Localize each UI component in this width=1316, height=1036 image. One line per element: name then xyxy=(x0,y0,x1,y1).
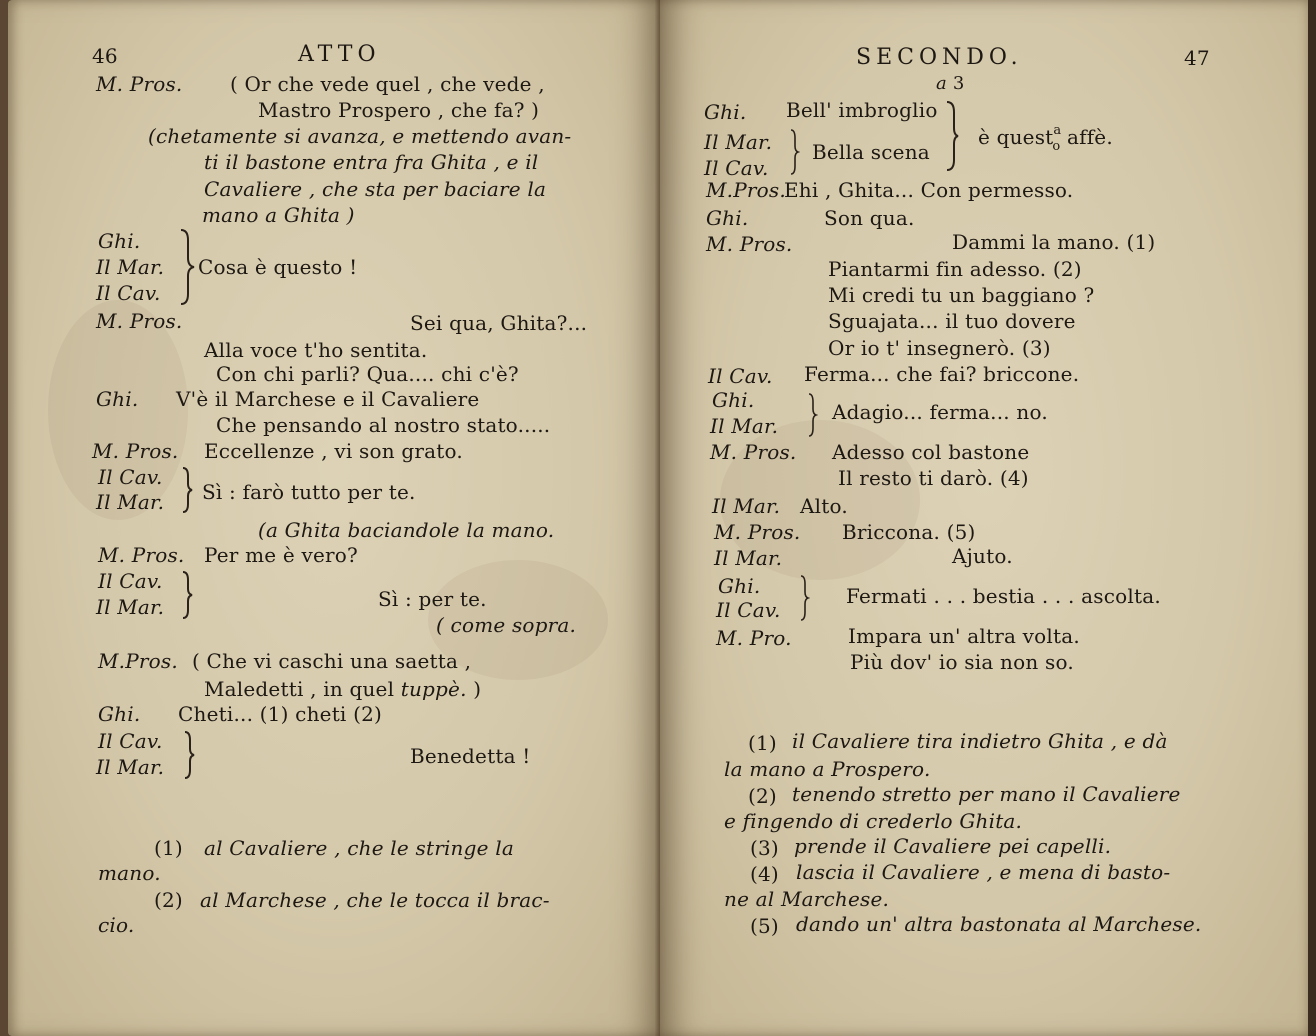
stage-direction: mano a Ghita ) xyxy=(202,203,355,227)
speaker: Ghi. xyxy=(712,388,755,412)
speaker: Ghi. xyxy=(98,702,141,726)
verse-line: Adesso col bastone xyxy=(832,440,1030,464)
footnote-text: mano. xyxy=(98,861,161,885)
speaker: Il Cav. xyxy=(98,569,163,593)
verse-line: Più dov' io sia non so. xyxy=(850,650,1074,674)
verse-line: Dammi la mano. (1) xyxy=(952,230,1156,254)
verse-line: Mastro Prospero , che fa? ) xyxy=(258,98,540,122)
speaker: Ghi. xyxy=(704,100,747,124)
speaker: Il Cav. xyxy=(708,364,773,388)
verse-line xyxy=(978,125,1113,153)
page-number: 46 xyxy=(92,44,118,68)
verse-line: Alla voce t'ho sentita. xyxy=(204,338,428,362)
verse-line: Bell' imbroglio xyxy=(786,98,938,122)
footnote-number: (1) xyxy=(748,731,777,755)
speaker: M. Pros. xyxy=(706,232,793,256)
verse-line: Per me è vero? xyxy=(204,543,358,567)
vowel-variant: a xyxy=(1053,123,1062,138)
left-page xyxy=(8,0,660,1036)
footnote-text: lascia il Cavaliere , e mena di basto- xyxy=(796,860,1171,884)
speaker: M. Pros. xyxy=(96,72,183,96)
speaker: Ghi. xyxy=(718,574,761,598)
stage-direction: Cavaliere , che sta per baciare la xyxy=(204,177,547,201)
footnote-number: (1) xyxy=(154,836,183,860)
verse-text: Maledetti , in quel xyxy=(204,677,395,701)
footnote-text: il Cavaliere tira indietro Ghita , e dà xyxy=(792,729,1168,753)
brace-icon xyxy=(182,730,196,780)
speaker: Ghi. xyxy=(96,387,139,411)
brace-icon xyxy=(178,228,196,306)
footnote-number: (3) xyxy=(750,836,779,860)
brace-icon xyxy=(944,100,960,172)
vowel-variant: o xyxy=(1052,139,1061,154)
brace-icon xyxy=(788,128,800,176)
verse-line: Son qua. xyxy=(824,206,915,230)
speaker: Il Mar. xyxy=(96,595,165,619)
speaker: M. Pro. xyxy=(716,626,792,650)
speaker: Il Cav. xyxy=(96,281,161,305)
footnote-number: (5) xyxy=(750,914,779,938)
verse-line: Ajuto. xyxy=(952,544,1013,568)
verse-line: Cosa è questo ! xyxy=(198,255,358,279)
verse-line xyxy=(204,677,481,701)
stage-direction: (chetamente si avanza, e mettendo avan- xyxy=(148,124,572,148)
brace-icon xyxy=(180,570,194,620)
speaker: Il Mar. xyxy=(96,490,165,514)
stage-direction: (a Ghita baciandole la mano. xyxy=(258,518,555,542)
book-edge-right xyxy=(1308,0,1316,1036)
verse-line: Con chi parli? Qua.... chi c'è? xyxy=(216,362,519,386)
speaker: M. Pros. xyxy=(96,309,183,333)
speaker: M.Pros. xyxy=(98,649,178,673)
footnote-text: e fingendo di crederlo Ghita. xyxy=(724,809,1023,833)
verse-text: ) xyxy=(473,677,482,701)
verse-line: Il resto ti darò. (4) xyxy=(838,466,1029,490)
speaker: Il Mar. xyxy=(714,546,783,570)
page-number: 47 xyxy=(1184,46,1210,70)
verse-line: Sì : farò tutto per te. xyxy=(202,480,416,504)
verse-text: tuppè. xyxy=(400,677,467,701)
speaker: Il Cav. xyxy=(98,465,163,489)
verse-line: Briccona. (5) xyxy=(842,520,976,544)
ensemble-marker-a: a xyxy=(936,73,947,94)
speaker: Il Mar. xyxy=(710,414,779,438)
verse-line: Ehi , Ghita... Con permesso. xyxy=(784,178,1074,202)
running-head: ATTO xyxy=(298,42,381,67)
footnote-number: (2) xyxy=(748,784,777,808)
running-head: SECONDO. xyxy=(856,45,1023,70)
verse-line: Sì : per te. xyxy=(378,587,487,611)
verse-line: Benedetta ! xyxy=(410,744,531,768)
ensemble-marker xyxy=(936,72,965,96)
speaker: M. Pros. xyxy=(714,520,801,544)
verse-line: V'è il Marchese e il Cavaliere xyxy=(176,387,480,411)
speaker: M.Pros. xyxy=(706,178,786,202)
verse-line: Cheti... (1) cheti (2) xyxy=(178,702,383,726)
verse-line: Mi credi tu un baggiano ? xyxy=(828,283,1095,307)
verse-line: Fermati . . . bestia . . . ascolta. xyxy=(846,584,1161,608)
footnote-text: tenendo stretto per mano il Cavaliere xyxy=(792,782,1181,806)
right-page xyxy=(660,0,1312,1036)
speaker: Il Mar. xyxy=(96,255,165,279)
footnote-text: la mano a Prospero. xyxy=(724,757,931,781)
verse-line: Che pensando al nostro stato..... xyxy=(216,413,551,437)
verse-line: Piantarmi fin adesso. (2) xyxy=(828,257,1082,281)
stage-direction: ( come sopra. xyxy=(436,613,577,637)
footnote-text: ne al Marchese. xyxy=(724,887,890,911)
speaker: M. Pros. xyxy=(92,439,179,463)
stage-direction: ti il bastone entra fra Ghita , e il xyxy=(204,150,539,174)
speaker: Il Mar. xyxy=(96,755,165,779)
footnote-text: al Cavaliere , che le stringe la xyxy=(204,836,514,860)
footnote-text: al Marchese , che le tocca il brac- xyxy=(200,888,550,912)
speaker: Il Cav. xyxy=(98,729,163,753)
verse-line: Sei qua, Ghita?... xyxy=(410,311,588,335)
speaker: Ghi. xyxy=(98,229,141,253)
verse-line: Impara un' altra volta. xyxy=(848,624,1080,648)
footnote-text: dando un' altra bastonata al Marchese. xyxy=(796,912,1202,936)
footnote-text: prende il Cavaliere pei capelli. xyxy=(794,834,1112,858)
speaker: M. Pros. xyxy=(710,440,797,464)
speaker: Ghi. xyxy=(706,206,749,230)
brace-icon xyxy=(798,574,810,622)
footnote-number: (2) xyxy=(154,888,183,912)
verse-line: ( Or che vede quel , che vede , xyxy=(230,72,545,96)
verse-text: è quest xyxy=(978,125,1054,149)
brace-icon xyxy=(806,392,818,438)
verse-line: Sguajata... il tuo dovere xyxy=(828,309,1076,333)
verse-line: Eccellenze , vi son grato. xyxy=(204,439,463,463)
verse-line: Or io t' insegnerò. (3) xyxy=(828,336,1051,360)
verse-line: Adagio... ferma... no. xyxy=(832,400,1048,424)
speaker: Il Cav. xyxy=(704,156,769,180)
verse-text: affè. xyxy=(1066,125,1113,149)
brace-icon xyxy=(180,466,194,514)
speaker: M. Pros. xyxy=(98,543,185,567)
speaker: Il Mar. xyxy=(712,494,781,518)
verse-line: Bella scena xyxy=(812,140,930,164)
verse-line: Ferma... che fai? briccone. xyxy=(804,362,1080,386)
ensemble-marker-number: 3 xyxy=(952,73,965,94)
verse-line: Alto. xyxy=(800,494,848,518)
verse-line: ( Che vi caschi una saetta , xyxy=(192,649,472,673)
speaker: Il Mar. xyxy=(704,130,773,154)
footnote-number: (4) xyxy=(750,862,779,886)
speaker: Il Cav. xyxy=(716,598,781,622)
footnote-text: cio. xyxy=(98,913,135,937)
